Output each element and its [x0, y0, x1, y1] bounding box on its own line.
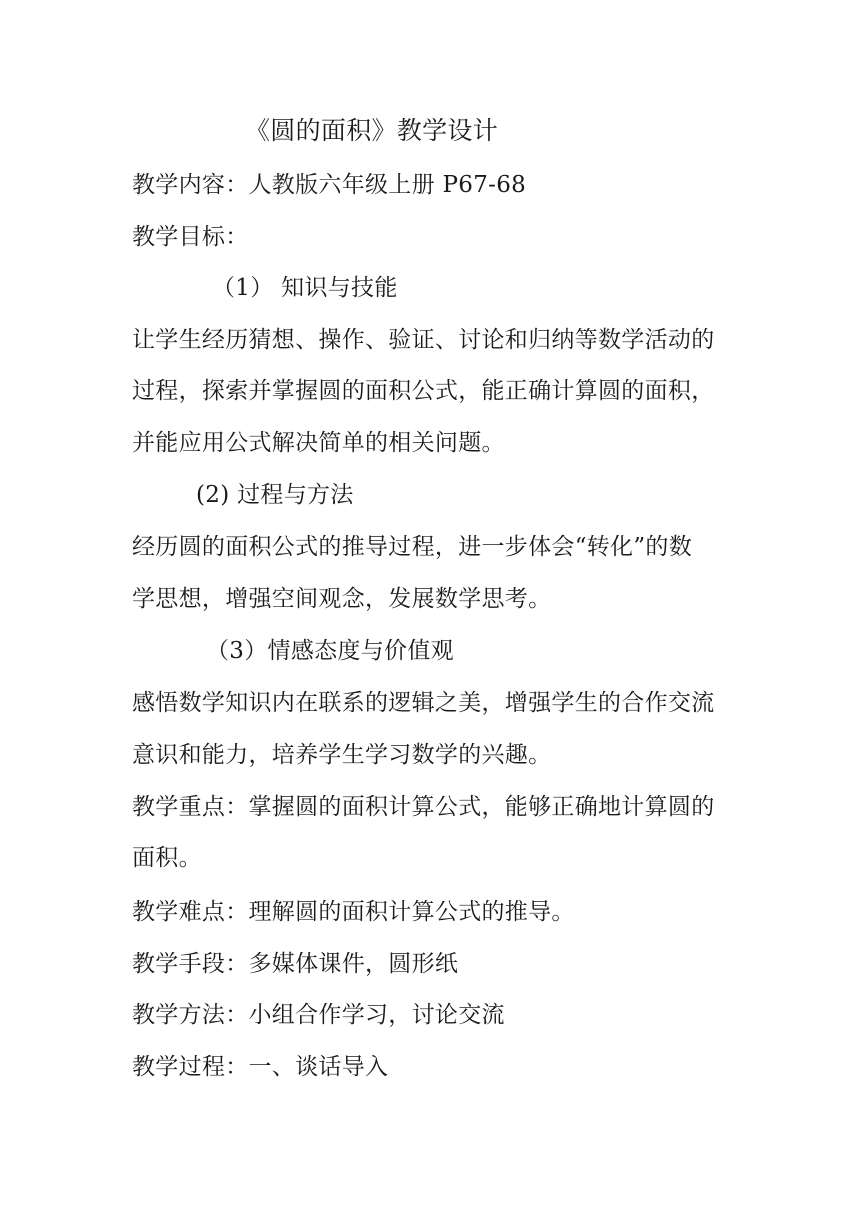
document-title: 《圆的面积》教学设计	[245, 116, 499, 145]
objective3-heading: （3）情感态度与价值观	[206, 638, 454, 664]
difficulty-line: 教学难点：理解圆的面积计算公式的推导。	[132, 899, 575, 925]
objective1-line: 过程，探索并掌握圆的面积公式，能正确计算圆的面积，	[132, 378, 715, 404]
key-point-line: 面积。	[132, 845, 202, 871]
objective2-line: 经历圆的面积公式的推导过程，进一步体会“转化”的数	[132, 534, 693, 560]
process-line: 教学过程：一、谈话导入	[132, 1054, 389, 1080]
method-line: 教学方法：小组合作学习，讨论交流	[132, 1002, 505, 1028]
objective3-line: 意识和能力，培养学生学习数学的兴趣。	[132, 742, 552, 768]
teaching-content-line: 教学内容：人教版六年级上册 P67-68	[132, 172, 527, 198]
means-line: 教学手段：多媒体课件，圆形纸	[132, 951, 459, 977]
objective1-line: 让学生经历猜想、操作、验证、讨论和归纳等数学活动的	[132, 327, 715, 353]
objective3-line: 感悟数学知识内在联系的逻辑之美，增强学生的合作交流	[132, 690, 715, 716]
objective2-line: 学思想，增强空间观念，发展数学思考。	[132, 586, 552, 612]
objective1-line: 并能应用公式解决简单的相关问题。	[132, 430, 505, 456]
objective2-heading: (2) 过程与方法	[196, 482, 354, 508]
objective1-heading: （1） 知识与技能	[212, 275, 398, 301]
key-point-line: 教学重点：掌握圆的面积计算公式，能够正确地计算圆的	[132, 794, 715, 820]
objectives-heading: 教学目标：	[132, 224, 249, 250]
